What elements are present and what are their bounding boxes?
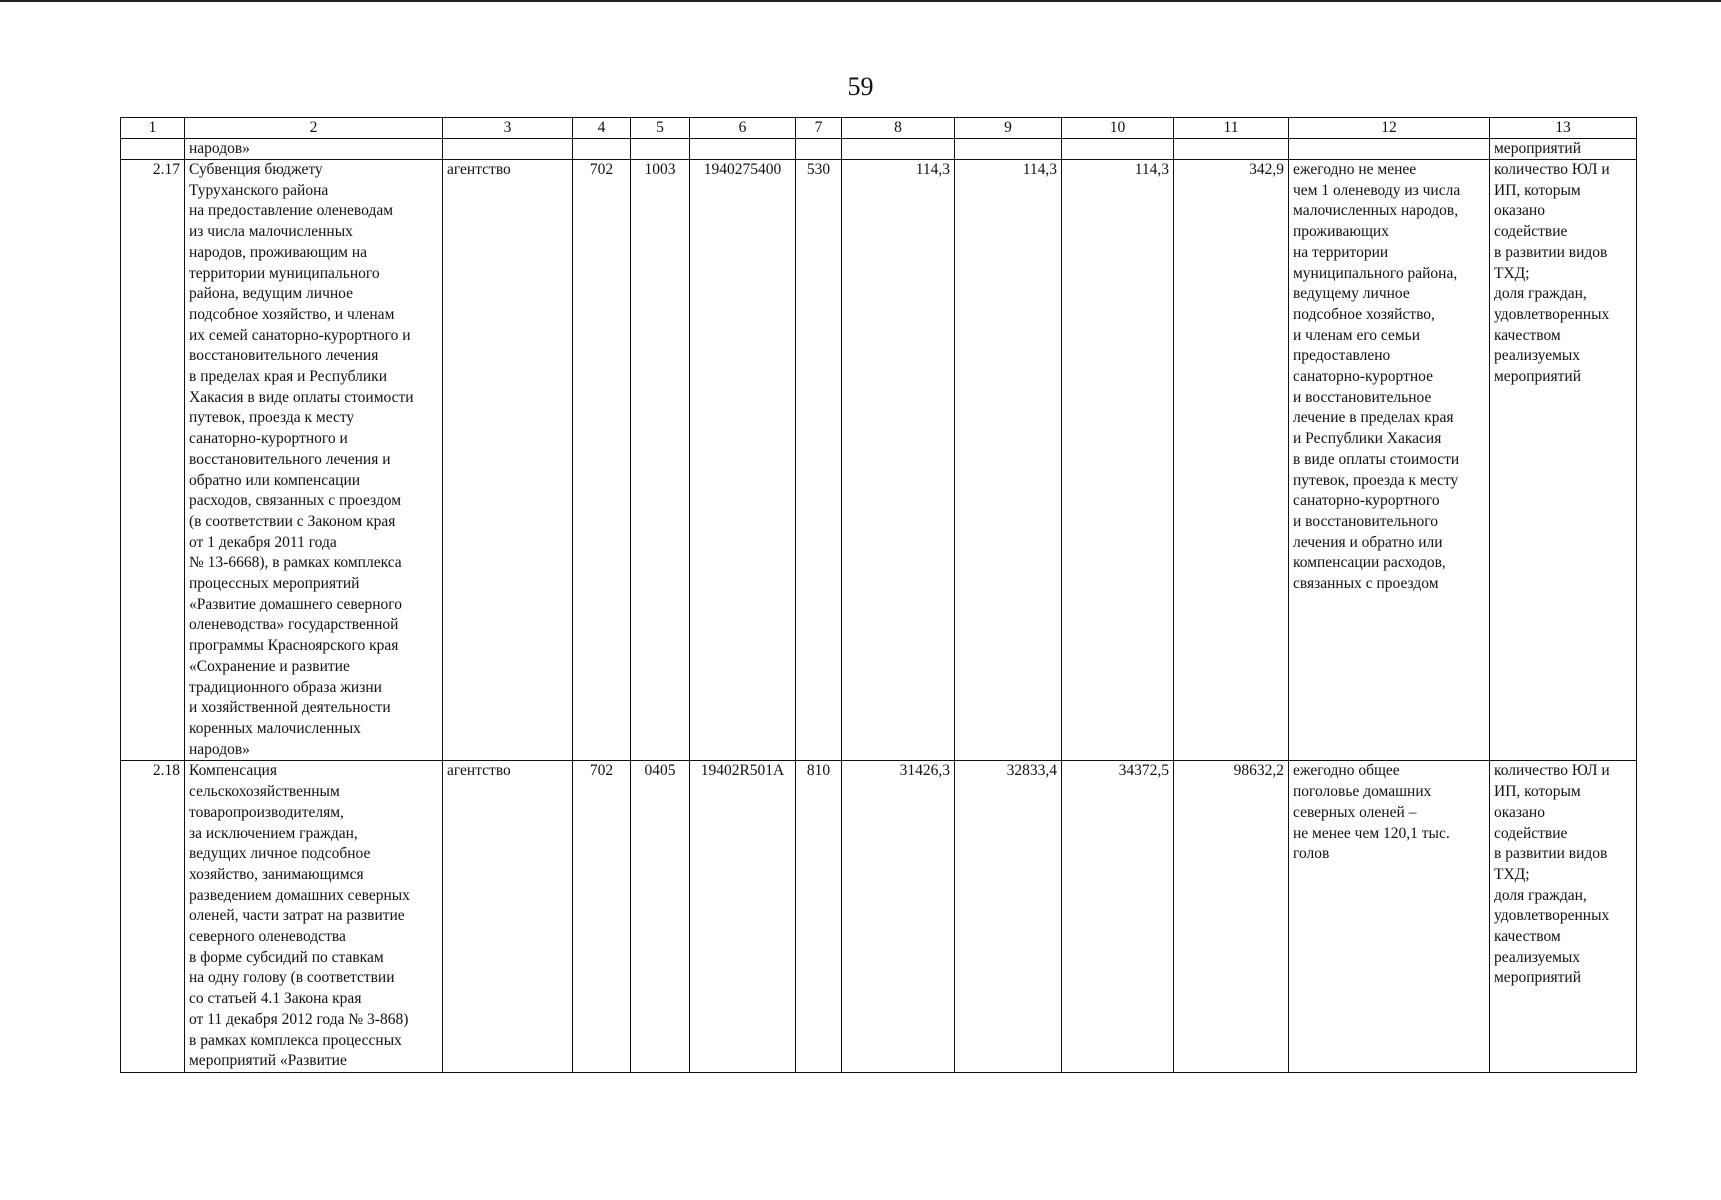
row-number: 2.18 [121, 761, 185, 1073]
column-header: 11 [1174, 118, 1289, 139]
executor: агентство [443, 160, 573, 761]
code-expense-type: 530 [796, 160, 842, 761]
table-cell [796, 139, 842, 160]
code-grbs: 702 [573, 761, 631, 1073]
table-row [121, 761, 1637, 1073]
column-header: 9 [955, 118, 1062, 139]
code-section: 0405 [631, 761, 690, 1073]
column-header: 5 [631, 118, 690, 139]
code-expense-type: 810 [796, 761, 842, 1073]
column-number-row [121, 118, 1637, 139]
table-cell [1062, 139, 1174, 160]
table-cell [443, 139, 573, 160]
table-cell [955, 139, 1062, 160]
table-cell [842, 139, 955, 160]
table-cell [121, 139, 185, 160]
continued-indicators: мероприятий [1490, 139, 1637, 160]
continuation-row [121, 139, 1637, 160]
column-header: 7 [796, 118, 842, 139]
amount-year-3: 34372,5 [1062, 761, 1174, 1073]
table-cell [1289, 139, 1490, 160]
amount-total: 342,9 [1174, 160, 1289, 761]
amount-year-3: 114,3 [1062, 160, 1174, 761]
expected-result: ежегодно общее поголовье домашних северных оленей – не менее чем 120,1 тыс. голов [1289, 761, 1490, 1073]
amount-total: 98632,2 [1174, 761, 1289, 1073]
table-cell [573, 139, 631, 160]
amount-year-1: 114,3 [842, 160, 955, 761]
target-indicators: количество ЮЛ и ИП, которым оказано содействие в развитии видов ТХД; доля граждан, удовлетворенных качеством реализуемых мероприятий [1490, 160, 1637, 761]
amount-year-2: 114,3 [955, 160, 1062, 761]
table-cell [690, 139, 796, 160]
column-header: 1 [121, 118, 185, 139]
row-number: 2.17 [121, 160, 185, 761]
column-header: 6 [690, 118, 796, 139]
table-cell [631, 139, 690, 160]
column-header: 3 [443, 118, 573, 139]
code-section: 1003 [631, 160, 690, 761]
table-row [121, 160, 1637, 761]
measure-description: Субвенция бюджету Туруханского района на предоставление оленеводам из числа малочисленных народов, проживающим на территории муниципального района, ведущим личное подсобное хозяйство, и членам их семей санаторно-курортного и восстановительного лечения в пределах края и Республики Хакасия в виде оплаты стоимости путевок, проезда к месту санаторно-курортного и восстановительного лечения и обратно или компенсации расходов, связанных с проездом (в соответствии с Законом края от 1 декабря 2011 года № 13-6668), в рамках комплекса процессных мероприятий «Развитие домашнего северного оленеводства» государственной программы Красноярского края «Сохранение и развитие традиционного образа жизни и хозяйственной деятельности коренных малочисленных народов» [185, 160, 443, 761]
budget-measures-table [120, 117, 1637, 1073]
column-header: 2 [185, 118, 443, 139]
column-header: 13 [1490, 118, 1637, 139]
column-header: 12 [1289, 118, 1490, 139]
column-header: 8 [842, 118, 955, 139]
amount-year-2: 32833,4 [955, 761, 1062, 1073]
column-header: 10 [1062, 118, 1174, 139]
page-number: 59 [847, 72, 874, 101]
expected-result: ежегодно не менее чем 1 оленеводу из числа малочисленных народов, проживающих на территории муниципального района, ведущему личное подсобное хозяйство, и членам его семьи предоставлено санаторно-курортное и восстановительное лечение в пределах края и Республики Хакасия в виде оплаты стоимости путевок, проезда к месту санаторно-курортного и восстановительного лечения и обратно или компенсации расходов, связанных с проездом [1289, 160, 1490, 761]
continued-description: народов» [185, 139, 443, 160]
code-target-article: 19402R501A [690, 761, 796, 1073]
code-grbs: 702 [573, 160, 631, 761]
scan-top-edge [0, 0, 1721, 2]
table-cell [1174, 139, 1289, 160]
target-indicators: количество ЮЛ и ИП, которым оказано содействие в развитии видов ТХД; доля граждан, удовлетворенных качеством реализуемых мероприятий [1490, 761, 1637, 1073]
column-header: 4 [573, 118, 631, 139]
amount-year-1: 31426,3 [842, 761, 955, 1073]
executor: агентство [443, 761, 573, 1073]
code-target-article: 1940275400 [690, 160, 796, 761]
measure-description: Компенсация сельскохозяйственным товаропроизводителям, за исключением граждан, ведущих личное подсобное хозяйство, занимающимся разведением домашних северных оленей, части затрат на развитие северного оленеводства в форме субсидий по ставкам на одну голову (в соответствии со статьей 4.1 Закона края от 11 декабря 2012 года № 3-868) в рамках комплекса процессных мероприятий «Развитие [185, 761, 443, 1073]
